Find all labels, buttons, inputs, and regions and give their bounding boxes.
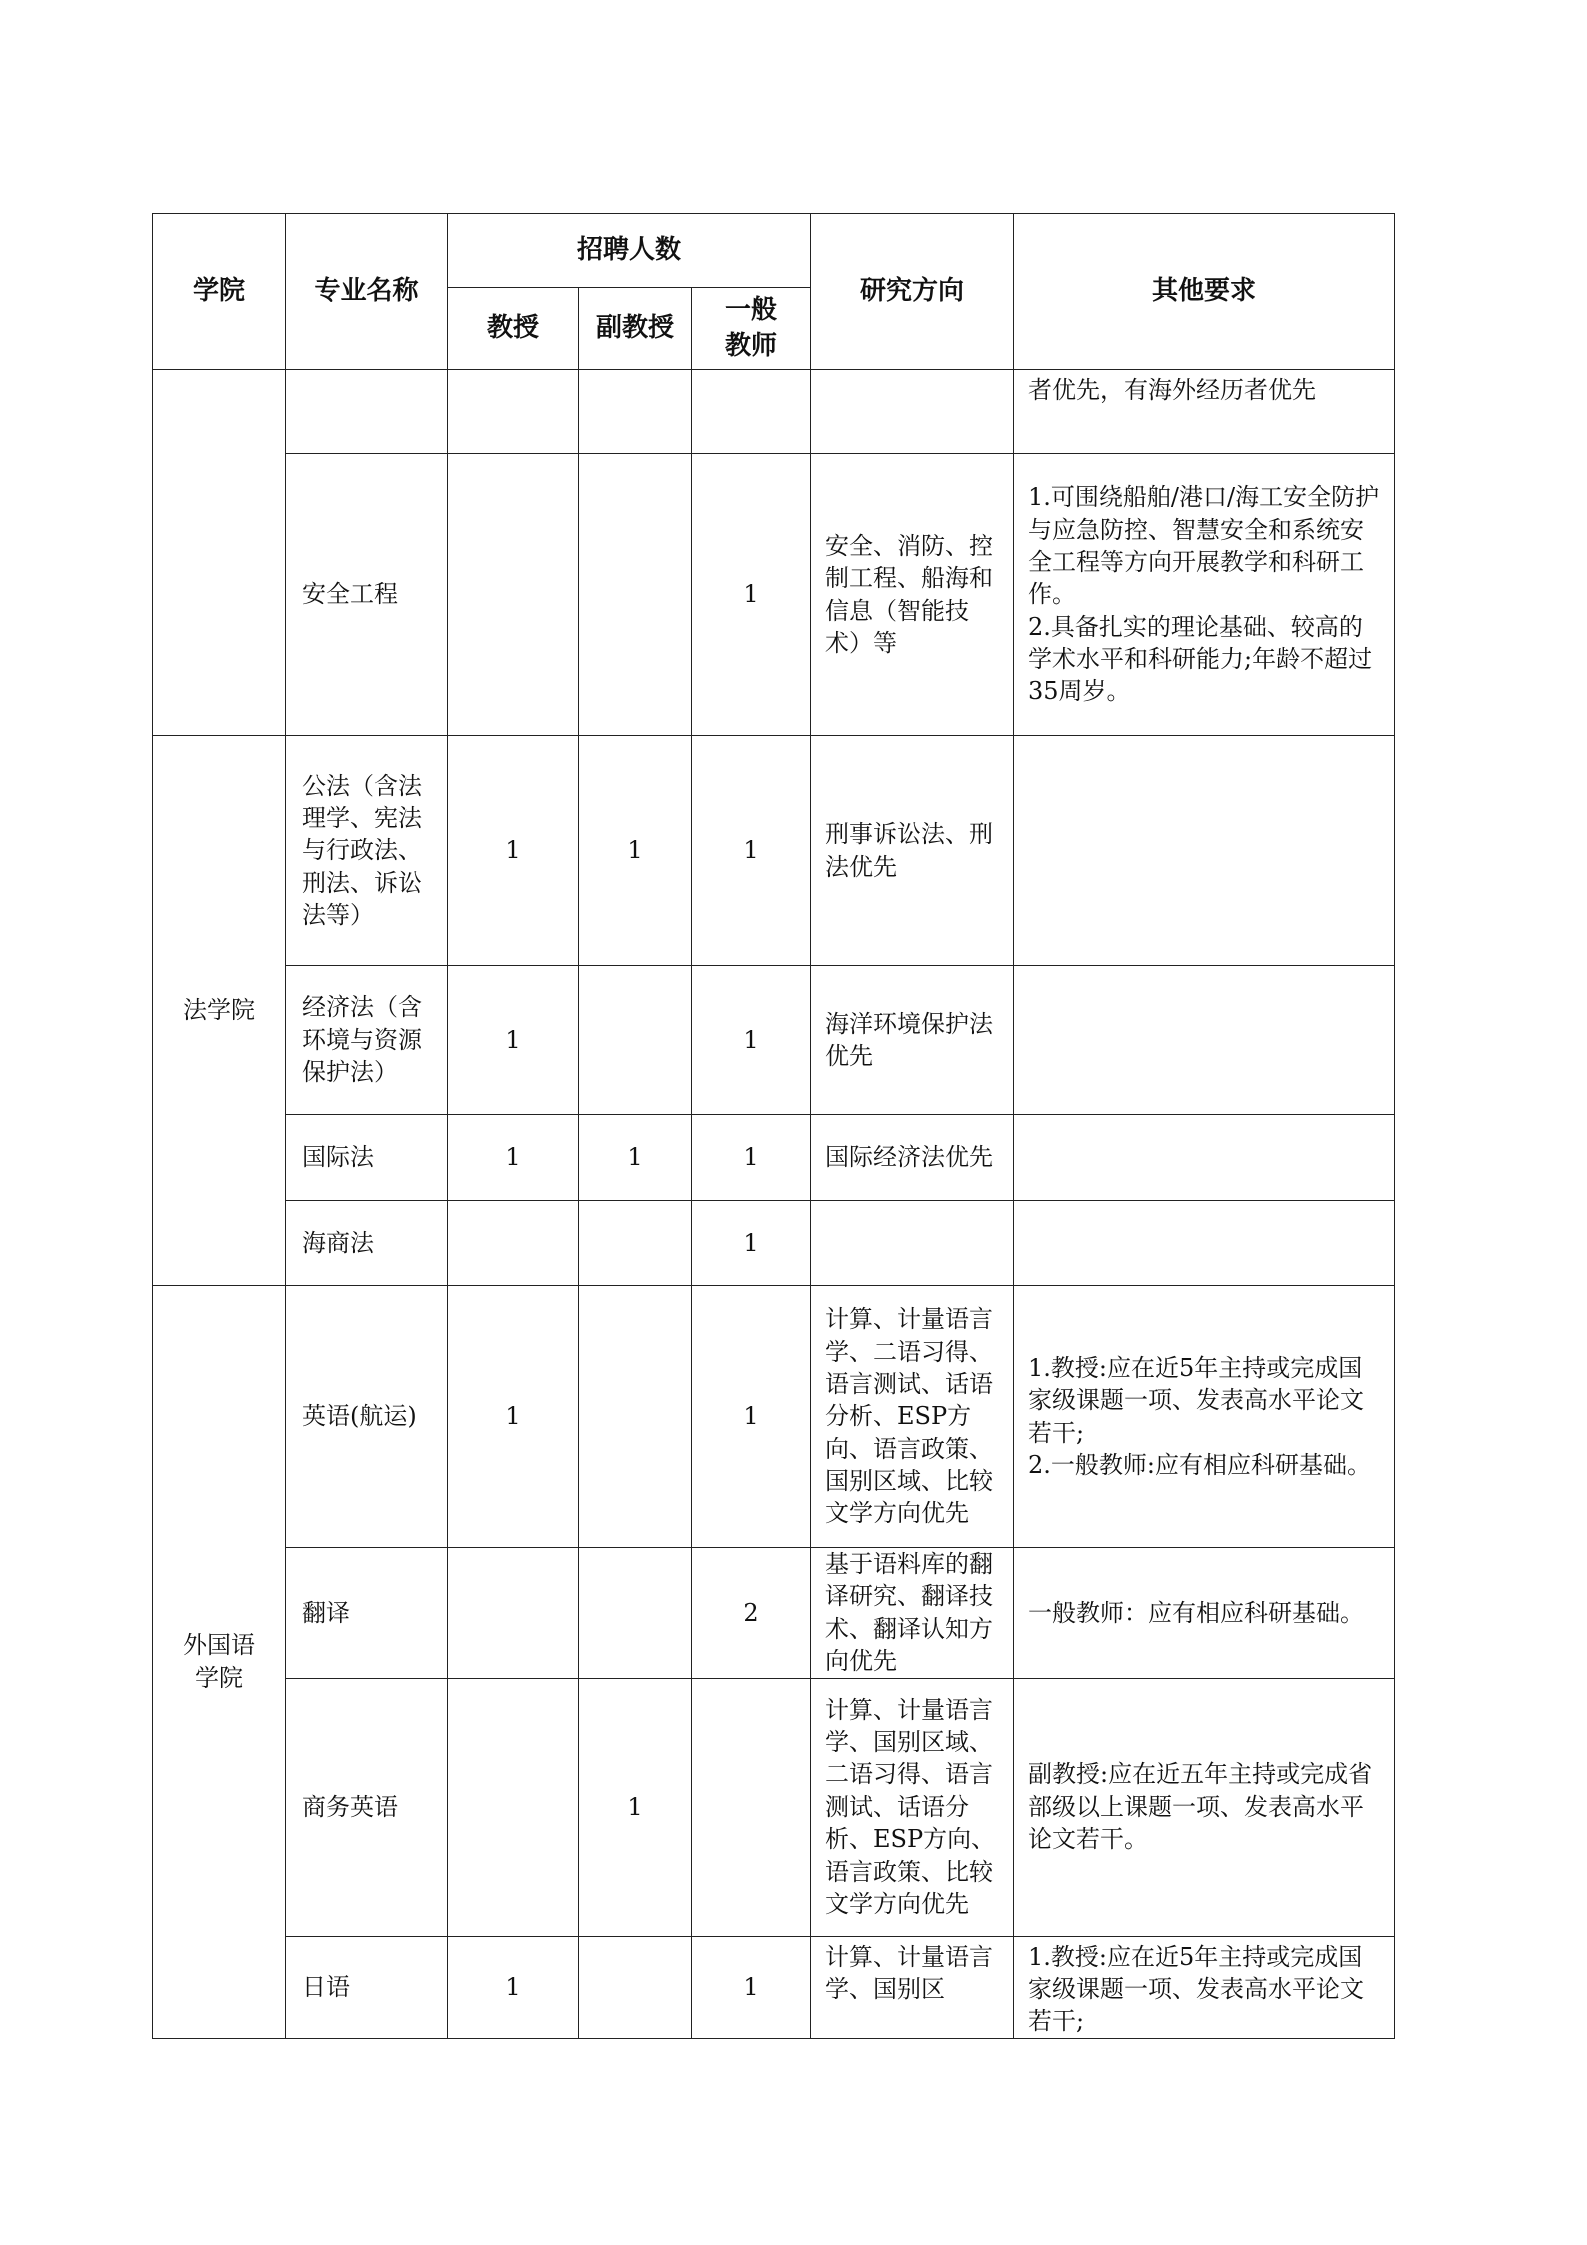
major-cell: 海商法 xyxy=(286,1201,448,1286)
table-row xyxy=(153,736,1395,966)
major-cell: 公法（含法理学、宪法与行政法、刑法、诉讼法等） xyxy=(286,736,448,966)
other-cell xyxy=(1014,1201,1395,1286)
lecturer-count: 1 xyxy=(692,1286,811,1548)
major-cell: 安全工程 xyxy=(286,454,448,736)
major-cell: 英语(航运) xyxy=(286,1286,448,1548)
table-row xyxy=(153,1201,1395,1286)
professor-count: 1 xyxy=(448,966,579,1115)
major-cell: 商务英语 xyxy=(286,1678,448,1936)
header-professor: 教授 xyxy=(448,288,579,370)
major-cell: 日语 xyxy=(286,1936,448,2038)
header-other: 其他要求 xyxy=(1014,214,1395,370)
other-cell: 一般教师：应有相应科研基础。 xyxy=(1014,1548,1395,1679)
assoc-count xyxy=(579,454,692,736)
assoc-count xyxy=(579,966,692,1115)
major-cell: 翻译 xyxy=(286,1548,448,1679)
header-college: 学院 xyxy=(153,214,286,370)
assoc-count xyxy=(579,370,692,454)
assoc-count xyxy=(579,1936,692,2038)
lecturer-count: 1 xyxy=(692,454,811,736)
table-row xyxy=(153,966,1395,1115)
research-cell: 基于语料库的翻译研究、翻译技术、翻译认知方向优先 xyxy=(811,1548,1014,1679)
other-cell: 1.可围绕船舶/港口/海工安全防护与应急防控、智慧安全和系统安全工程等方向开展教学和科研工作。 2.具备扎实的理论基础、较高的学术水平和科研能力;年龄不超过35周岁。 xyxy=(1014,454,1395,736)
lecturer-count: 2 xyxy=(692,1548,811,1679)
research-cell xyxy=(811,370,1014,454)
other-cell: 1.教授:应在近5年主持或完成国家级课题一项、发表高水平论文若干; 2.一般教师:应有相应科研基础。 xyxy=(1014,1286,1395,1548)
research-cell xyxy=(811,1201,1014,1286)
assoc-count xyxy=(579,1201,692,1286)
other-cell xyxy=(1014,736,1395,966)
table-row xyxy=(153,1286,1395,1548)
assoc-count: 1 xyxy=(579,736,692,966)
recruitment-table xyxy=(152,213,1395,2039)
professor-count xyxy=(448,454,579,736)
professor-count xyxy=(448,1678,579,1936)
header-research: 研究方向 xyxy=(811,214,1014,370)
lecturer-count xyxy=(692,1678,811,1936)
assoc-count xyxy=(579,1548,692,1679)
major-cell xyxy=(286,370,448,454)
other-cell: 1.教授:应在近5年主持或完成国家级课题一项、发表高水平论文若干; xyxy=(1014,1936,1395,2038)
research-cell: 计算、计量语言学、国别区 xyxy=(811,1936,1014,2038)
assoc-count: 1 xyxy=(579,1115,692,1201)
lecturer-count: 1 xyxy=(692,1936,811,2038)
other-cell: 者优先，有海外经历者优先 xyxy=(1014,370,1395,454)
header-recruit-count: 招聘人数 xyxy=(448,214,811,288)
major-cell: 经济法（含环境与资源保护法） xyxy=(286,966,448,1115)
research-cell: 刑事诉讼法、刑法优先 xyxy=(811,736,1014,966)
professor-count xyxy=(448,1201,579,1286)
lecturer-count: 1 xyxy=(692,1115,811,1201)
lecturer-count: 1 xyxy=(692,966,811,1115)
header-major: 专业名称 xyxy=(286,214,448,370)
college-law: 法学院 xyxy=(153,736,286,1286)
table-row xyxy=(153,1936,1395,2038)
professor-count: 1 xyxy=(448,1286,579,1548)
assoc-count: 1 xyxy=(579,1678,692,1936)
professor-count xyxy=(448,370,579,454)
table-row xyxy=(153,1115,1395,1201)
research-cell: 国际经济法优先 xyxy=(811,1115,1014,1201)
professor-count: 1 xyxy=(448,736,579,966)
professor-count xyxy=(448,1548,579,1679)
professor-count: 1 xyxy=(448,1936,579,2038)
college-foreign: 外国语 学院 xyxy=(153,1286,286,2039)
lecturer-count xyxy=(692,370,811,454)
table-row xyxy=(153,454,1395,736)
lecturer-count: 1 xyxy=(692,1201,811,1286)
table-row xyxy=(153,370,1395,454)
college-cell-empty xyxy=(153,370,286,736)
professor-count: 1 xyxy=(448,1115,579,1201)
research-cell: 海洋环境保护法优先 xyxy=(811,966,1014,1115)
other-cell: 副教授:应在近五年主持或完成省部级以上课题一项、发表高水平论文若干。 xyxy=(1014,1678,1395,1936)
table-row xyxy=(153,1548,1395,1679)
assoc-count xyxy=(579,1286,692,1548)
major-cell: 国际法 xyxy=(286,1115,448,1201)
other-cell xyxy=(1014,966,1395,1115)
other-cell xyxy=(1014,1115,1395,1201)
research-cell: 安全、消防、控制工程、船海和信息（智能技术）等 xyxy=(811,454,1014,736)
table-row xyxy=(153,1678,1395,1936)
header-lecturer: 一般 教师 xyxy=(692,288,811,370)
research-cell: 计算、计量语言学、二语习得、语言测试、话语分析、ESP方向、语言政策、国别区域、比较文学方向优先 xyxy=(811,1286,1014,1548)
research-cell: 计算、计量语言学、国别区域、二语习得、语言测试、话语分析、ESP方向、语言政策、比较文学方向优先 xyxy=(811,1678,1014,1936)
header-assoc-professor: 副教授 xyxy=(579,288,692,370)
lecturer-count: 1 xyxy=(692,736,811,966)
